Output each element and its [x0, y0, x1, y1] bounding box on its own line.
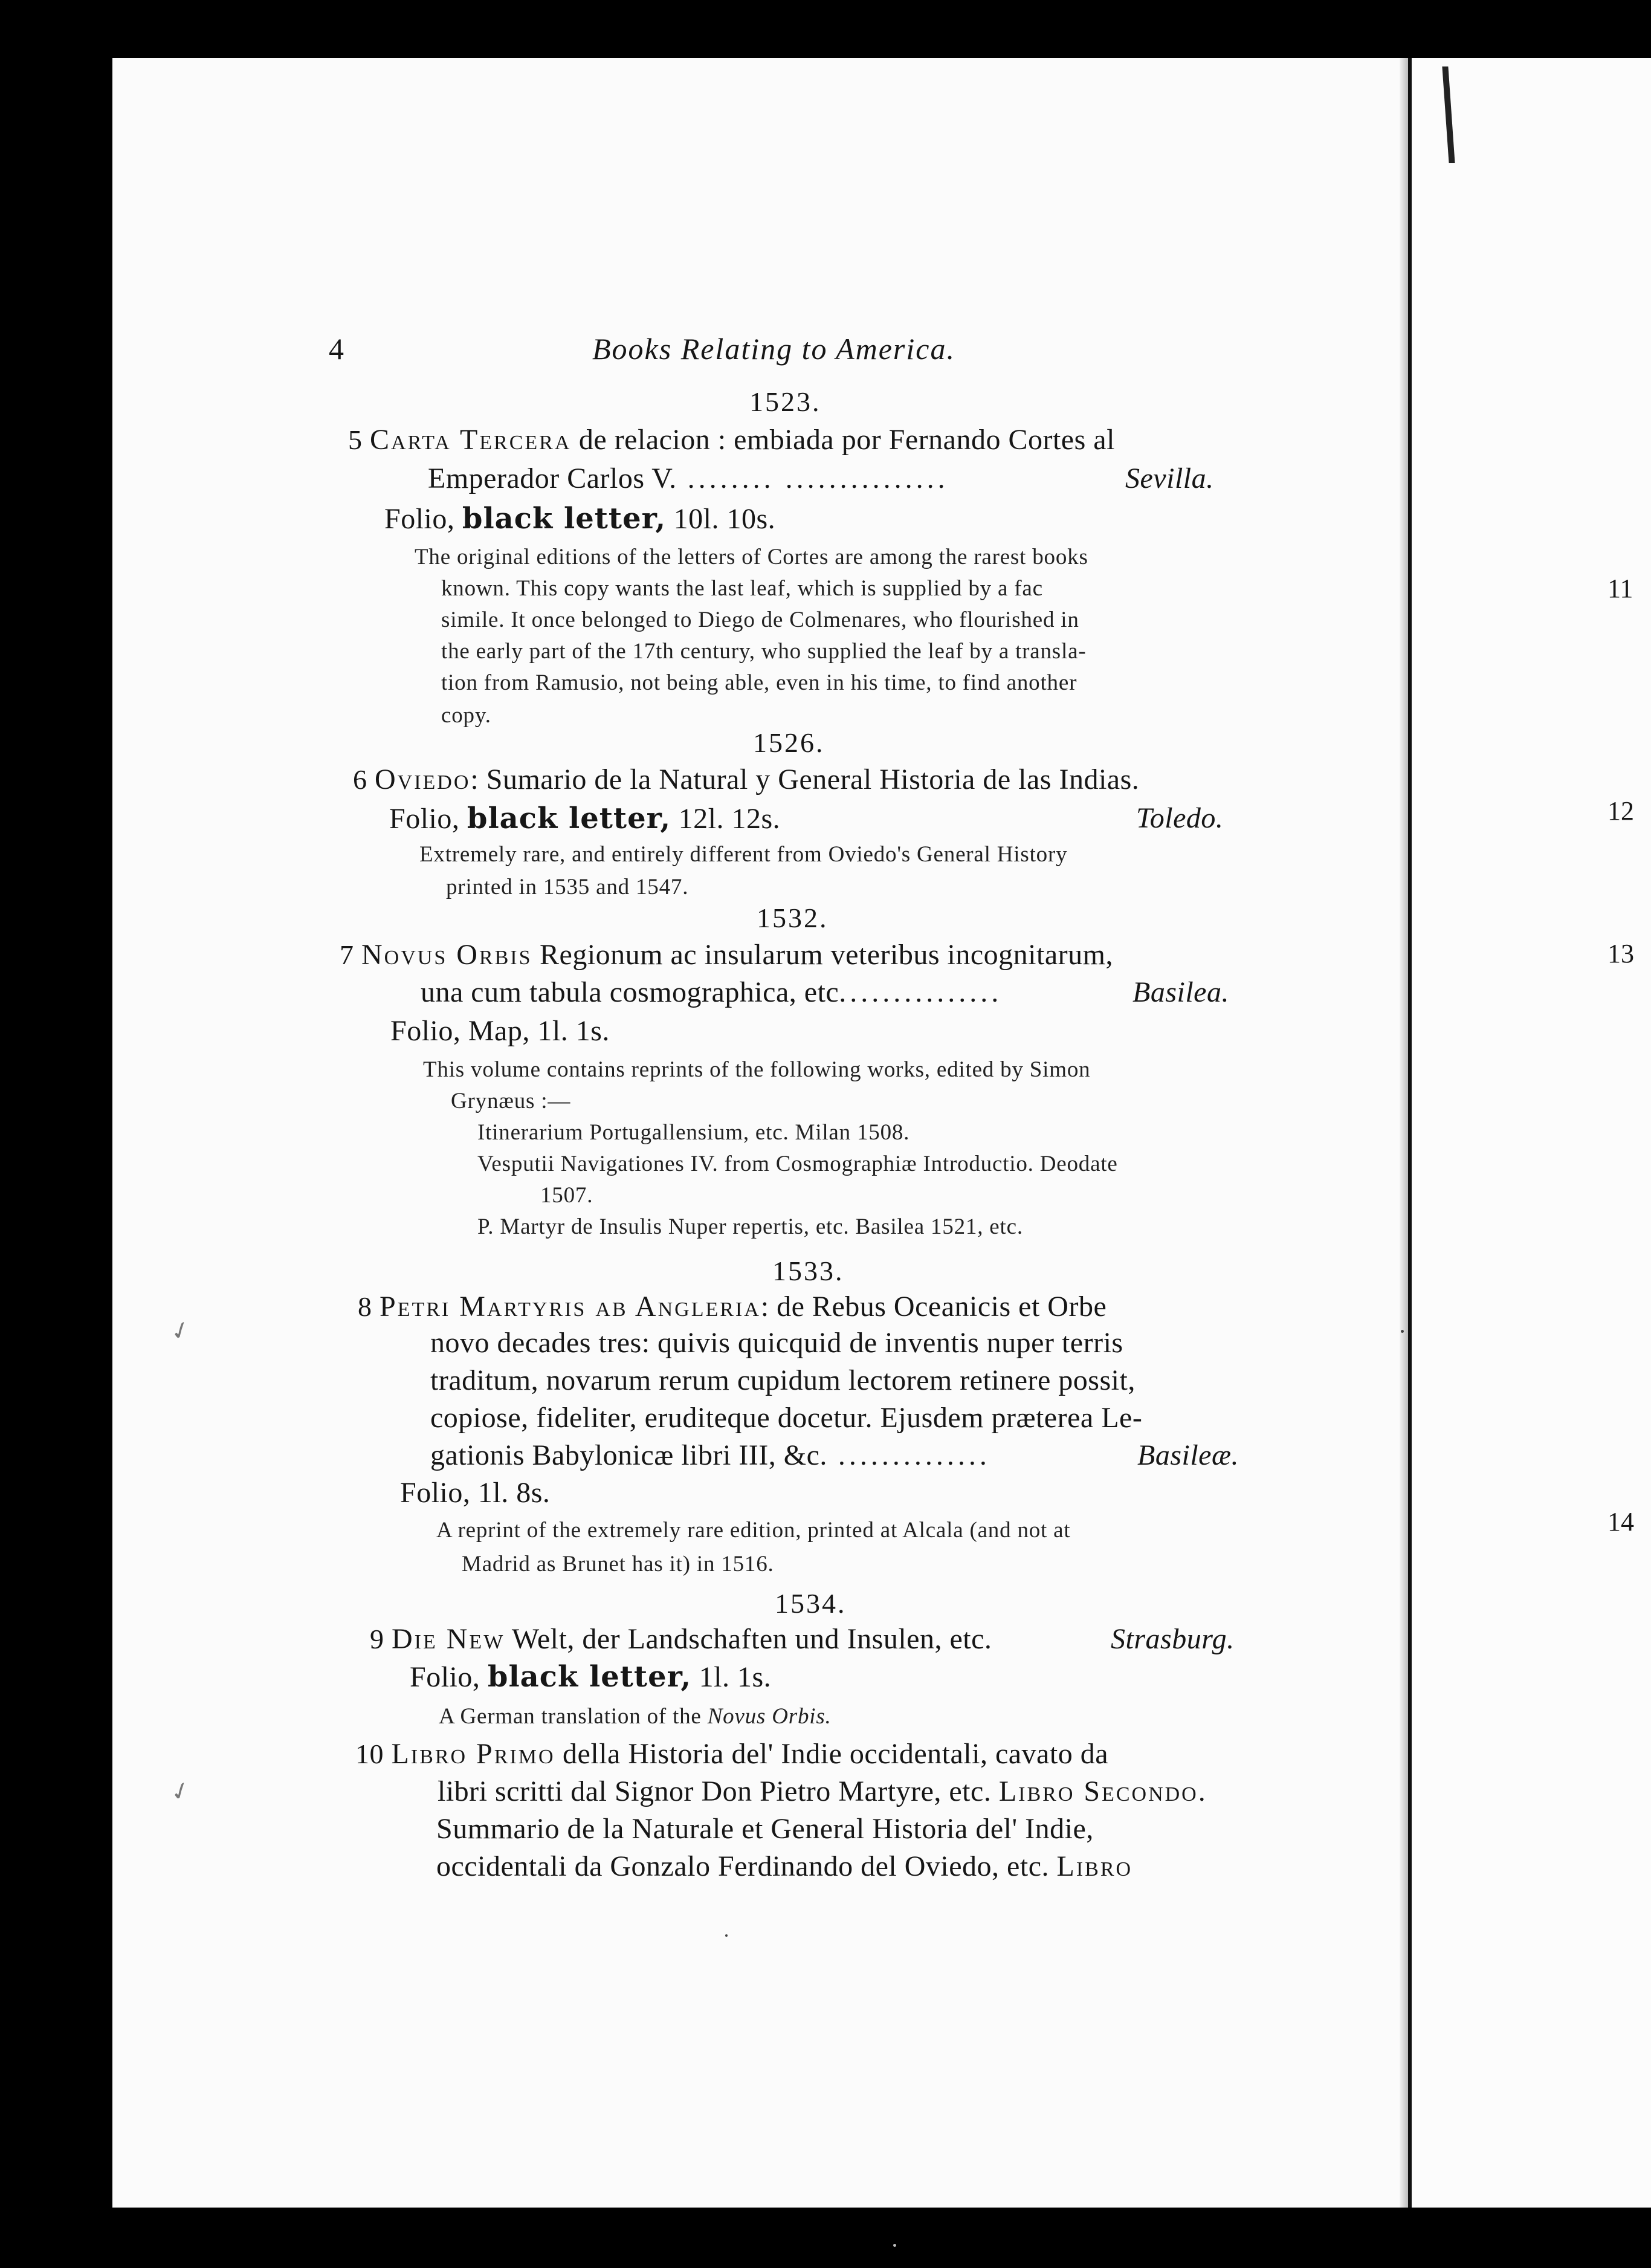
entry-title: Carta Tercera — [370, 424, 572, 456]
entry-8-line: novo decades tres: quivis quicquid de inventis nuper terris — [430, 1327, 1123, 1359]
entry-number: 10 — [355, 1738, 384, 1769]
note-line: Grynæus :— — [451, 1089, 571, 1113]
entry-title: Oviedo — [375, 763, 471, 795]
entry-10-line-3: Summario de la Naturale et General Historia del' Indie, — [436, 1813, 1094, 1845]
margin-number: 11 — [1607, 574, 1633, 603]
margin-number: 13 — [1607, 939, 1634, 968]
note-line: A German translation of the Novus Orbis. — [439, 1704, 832, 1729]
sub-line: Vesputii Navigationes IV. from Cosmographiæ Introductio. Deodate — [477, 1152, 1118, 1176]
note-line: Extremely rare, and entirely different from Oviedo's General History — [419, 842, 1068, 867]
entry-number: 7 — [340, 939, 354, 970]
entry-6-place: Toledo. — [1136, 802, 1224, 834]
entry-5-line-2: Emperador Carlos V. ........ ............... — [428, 462, 949, 494]
entry-10-line-2: libri scritti dal Signor Don Pietro Martyre, etc. Libro Secondo. — [438, 1775, 1207, 1807]
sub-line: 1507. — [540, 1183, 593, 1208]
sub-line: P. Martyr de Insulis Nuper repertis, etc. Basilea 1521, etc. — [477, 1214, 1023, 1239]
entry-title: Novus Orbis — [361, 939, 532, 971]
entry-8-line: gationis Babylonicæ libri III, &c. .............. — [430, 1439, 990, 1471]
entry-7-line-1: 7 Novus Orbis Regionum ac insularum veteribus incognitarum, — [340, 939, 1113, 971]
gutter-shadow — [1400, 58, 1408, 2208]
entry-6-line-1: 6 Oviedo: Sumario de la Natural y General Historia de las Indias. — [353, 763, 1140, 795]
pencil-check-mark: ✓ — [166, 1314, 195, 1347]
entry-number: 8 — [358, 1291, 372, 1322]
entry-10-line-1: 10 Libro Primo della Historia del' Indie occidentali, cavato da — [355, 1738, 1108, 1770]
entry-8-line: copiose, fideliter, eruditeque docetur. Ejusdem præterea Le- — [430, 1402, 1143, 1434]
entry-7-folio: Folio, Map, 1l. 1s. — [390, 1015, 610, 1047]
note-line: the early part of the 17th century, who supplied the leaf by a transla- — [441, 639, 1087, 664]
entry-number: 9 — [370, 1624, 384, 1654]
margin-number: 12 — [1607, 796, 1634, 826]
year-heading: 1534. — [775, 1588, 847, 1619]
entry-8-line-1: 8 Petri Martyris ab Angleria: de Rebus Oceanicis et Orbe — [358, 1291, 1107, 1323]
entry-8-place: Basileæ. — [1137, 1439, 1239, 1471]
scan-speck — [893, 2244, 896, 2247]
note-line: copy. — [441, 703, 491, 728]
note-line: A reprint of the extremely rare edition, printed at Alcala (and not at — [436, 1518, 1071, 1543]
running-title: Books Relating to America. — [592, 332, 955, 366]
entry-title: Libro Primo — [391, 1738, 555, 1770]
year-heading: 1526. — [753, 727, 825, 758]
entry-7-line-2: una cum tabula cosmographica, etc............... — [421, 976, 1003, 1008]
note-line: simile. It once belonged to Diego de Colmenares, who flourished in — [441, 608, 1079, 632]
entry-9-line-1: 9 Die New Welt, der Landschaften und Insulen, etc. — [370, 1623, 992, 1655]
year-heading: 1532. — [757, 902, 829, 933]
margin-number: 14 — [1607, 1507, 1634, 1537]
entry-number: 6 — [353, 764, 367, 795]
sub-line: Itinerarium Portugallensium, etc. Milan 1508. — [477, 1120, 910, 1145]
year-heading: 1533. — [772, 1256, 844, 1286]
entry-5-folio: Folio, black letter, 10l. 10s. — [384, 502, 776, 536]
entry-5-line-1: 5 Carta Tercera de relacion : embiada por Fernando Cortes al — [348, 424, 1115, 456]
note-line: tion from Ramusio, not being able, even in his time, to find another — [441, 670, 1078, 695]
entry-9-place: Strasburg. — [1111, 1623, 1235, 1655]
page-number: 4 — [329, 332, 344, 366]
scan-speck — [1401, 1330, 1404, 1333]
entry-title: Die New — [392, 1623, 505, 1655]
note-line: This volume contains reprints of the following works, edited by Simon — [423, 1057, 1091, 1082]
note-line: The original editions of the letters of Cortes are among the rarest books — [415, 545, 1088, 569]
entry-9-folio: Folio, black letter, 1l. 1s. — [410, 1660, 772, 1694]
entry-6-folio: Folio, black letter, 12l. 12s. — [389, 802, 781, 835]
entry-8-line: traditum, novarum rerum cupidum lectorem retinere possit, — [430, 1364, 1136, 1396]
note-line: known. This copy wants the last leaf, which is supplied by a fac — [441, 576, 1043, 601]
facing-page — [1412, 58, 1651, 2208]
entry-7-place: Basilea. — [1132, 976, 1229, 1008]
scan-speck — [725, 1934, 728, 1937]
note-line: Madrid as Brunet has it) in 1516. — [462, 1552, 774, 1576]
pencil-check-mark: ✓ — [166, 1775, 195, 1808]
year-heading: 1523. — [749, 386, 821, 417]
entry-5-place: Sevilla. — [1125, 462, 1214, 494]
entry-title: Petri Martyris ab Angleria — [380, 1291, 761, 1323]
note-line: printed in 1535 and 1547. — [446, 875, 689, 899]
entry-8-folio: Folio, 1l. 8s. — [400, 1477, 551, 1509]
entry-10-line-4: occidentali da Gonzalo Ferdinando del Oviedo, etc. Libro — [436, 1850, 1133, 1882]
entry-number: 5 — [348, 424, 363, 455]
